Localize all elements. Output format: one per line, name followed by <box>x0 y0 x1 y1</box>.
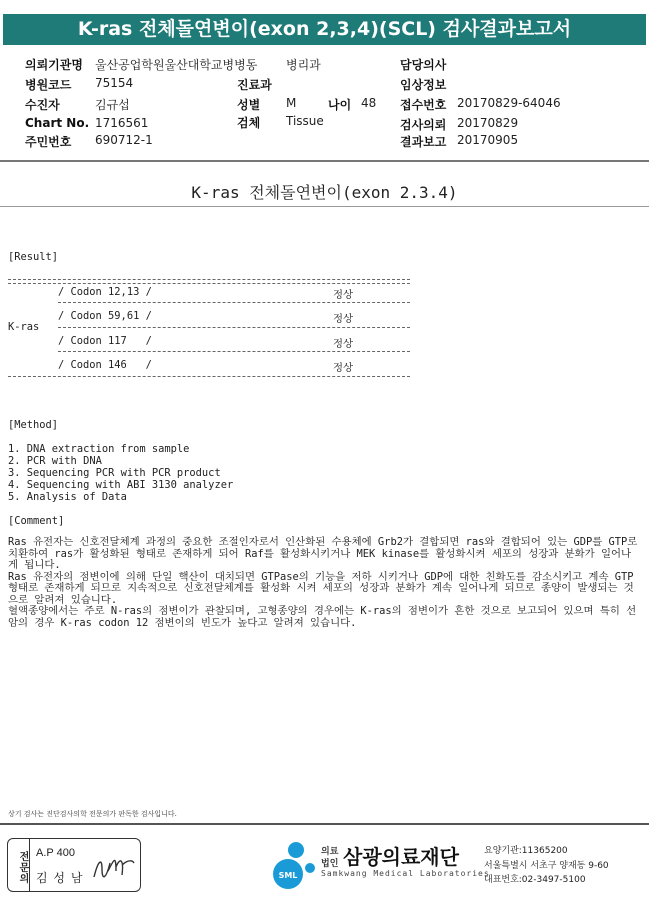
codon-result-1: 정상 <box>333 289 354 301</box>
id-value: 690712-1 <box>95 133 153 147</box>
legal-line-1: 의료 <box>321 847 339 857</box>
patient-label: 수진자 <box>25 98 60 112</box>
specialist-label: 전문의 <box>8 839 30 891</box>
codon-result-3: 정상 <box>333 338 354 350</box>
row-rule <box>58 351 410 352</box>
ward-value: 병리과 <box>286 58 321 72</box>
license-number: A.P 400 <box>36 847 75 859</box>
method-step-3: 3. Sequencing PCR with PCR product <box>8 467 221 479</box>
hospital-code-value: 75154 <box>95 76 134 90</box>
report-date-value: 20170905 <box>457 133 519 147</box>
subtitle-divider <box>0 206 649 207</box>
clinical-label: 임상정보 <box>400 78 447 92</box>
result-bottom-rule <box>8 376 410 377</box>
comment-paragraph-1: Ras 유전자는 신호전달체계 과정의 중요한 조절인자로서 인산화된 수용체에 Grb2가 결합되면 ras와 결합되어 있는 GDP를 GTP로 치환하여 ras가 활성화된 형태로 존재하게 되어 Raf를 활성화시키거나 MEK kinase를 활성화시켜 세포의 성장과 분화가 일어나게 됩니다. <box>8 536 638 571</box>
codon-row-4: / Codon 146 / <box>58 359 152 371</box>
method-step-5: 5. Analysis of Data <box>8 491 127 503</box>
specialist-name: 김 성 남 <box>36 871 84 885</box>
report-date-label: 결과보고 <box>400 135 447 149</box>
hospital-code-label: 병원코드 <box>25 78 72 92</box>
chart-label: Chart No. <box>25 116 90 130</box>
specimen-value: Tissue <box>286 114 324 128</box>
footer-divider <box>0 823 649 825</box>
foundation-english: Samkwang Medical Laboratories <box>321 869 490 878</box>
foundation-address: 서울특별시 서초구 양재동 9-60 <box>484 861 609 871</box>
method-step-2: 2. PCR with DNA <box>8 455 102 467</box>
codon-result-2: 정상 <box>333 313 354 325</box>
foundation-phone: 대표번호:02-3497-5100 <box>484 875 586 885</box>
age-value: 48 <box>361 96 377 110</box>
receipt-value: 20170829-64046 <box>457 96 561 110</box>
method-step-1: 1. DNA extraction from sample <box>8 443 190 455</box>
comment-paragraph-2: Ras 유전자의 점변이에 의해 단일 핵산이 대치되면 GTPase의 기능을 저하 시키거나 GDP에 대한 친화도를 감소시키고 계속 GTP형태로 존재하게 되므로 지속적으로 신호전달체계를 활성화 시켜 세포의 성장과 분화가 계속 일어나게 되므로 종양이 발생되는 것으로 알려져 있습니다. <box>8 570 634 606</box>
comment-heading: [Comment] <box>8 515 65 527</box>
comment-paragraph-3: 혈액종양에서는 주로 N-ras의 점변이가 관찰되며, 고형종양의 경우에는 K-ras의 점변이가 흔한 것으로 보고되어 있으며 특히 선암의 경우 K-ras codon 12 점변이의 빈도가 높다고 알려져 있습니다. <box>8 605 637 629</box>
result-heading: [Result] <box>8 251 59 263</box>
report-title: K-ras 전체돌연변이(exon 2,3,4)(SCL) 검사결과보고서 <box>3 14 646 45</box>
footnote: 상기 검사는 진단검사의학 전문의가 판독한 검사입니다. <box>8 810 177 818</box>
method-heading: [Method] <box>8 419 59 431</box>
legal-label <box>321 846 338 870</box>
codon-row-2: / Codon 59,61 / <box>58 310 152 322</box>
doctor-label: 담당의사 <box>400 58 447 72</box>
result-top-rule <box>8 279 410 280</box>
specimen-label: 검체 <box>237 116 261 130</box>
institution-label: 의뢰기관명 <box>25 58 83 72</box>
age-label: 나이 <box>328 98 352 112</box>
patient-value: 김규섭 <box>95 98 130 112</box>
row-rule <box>58 327 410 328</box>
test-subtitle: K-ras 전체돌연변이(exon 2.3.4) <box>191 183 458 202</box>
institution-code: 요양기관:11365200 <box>484 846 568 856</box>
signature-scribble <box>90 849 136 885</box>
method-step-4: 4. Sequencing with ABI 3130 analyzer <box>8 479 234 491</box>
logo-badge: SML <box>278 871 298 880</box>
comment-body <box>8 537 638 629</box>
codon-row-3: / Codon 117 / <box>58 335 152 347</box>
dept-label: 진료과 <box>237 78 272 92</box>
codon-row-1: / Codon 12,13 / <box>58 286 152 298</box>
foundation-name: 삼광의료재단 <box>343 845 459 869</box>
row-rule <box>58 302 410 303</box>
receipt-label: 접수번호 <box>400 98 447 112</box>
institution-value: 울산공업학원울산대학교병병동 <box>95 58 258 72</box>
result-top-rule-2 <box>8 283 410 284</box>
id-label: 주민번호 <box>25 135 72 149</box>
sml-logo-icon <box>268 840 320 890</box>
header-divider <box>0 160 649 162</box>
sex-value: M <box>286 96 297 110</box>
sex-label: 성별 <box>237 98 261 112</box>
gene-label: K-ras <box>8 321 40 333</box>
request-value: 20170829 <box>457 116 519 130</box>
codon-result-4: 정상 <box>333 362 354 374</box>
chart-value: 1716561 <box>95 116 149 130</box>
request-label: 검사의뢰 <box>400 118 447 132</box>
signature-box <box>7 838 141 892</box>
legal-line-2: 법인 <box>321 859 339 869</box>
